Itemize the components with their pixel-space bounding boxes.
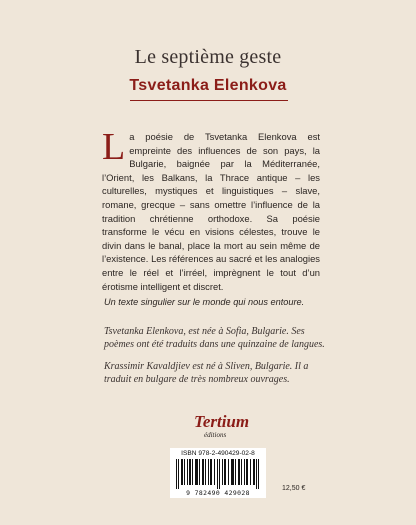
- drop-cap: L: [102, 126, 126, 168]
- barcode-digits: 9 782490 429028: [186, 489, 250, 497]
- translator-bio: Krassimir Kavaldjiev est né à Sliven, Bulgarie. Il a traduit en bulgare de très nombreux ouvrages.: [104, 361, 309, 385]
- barcode-panel: [170, 448, 266, 498]
- publisher-name: Tertium: [194, 412, 250, 431]
- blurb-text: a poésie de Tsvetanka Elenkova est empreinte des influences de son pays, la Bulgarie, baignée par la Méditerranée, l’Orient, les Balkans, la Thrace antique – les culturelles, mystiques et linguistiques – slave, romane, grecque – sans omettre l’influence de la tradition chrétienne orthodoxe. Sa poésie transforme le vécu en visions célestes, trouve le divin dans le banal, place la mort au sein même de l’existence. Les références au sacré et les analogies entre le réel et l’irréel, imprègnent le tout d’un érotisme intelligent et discret.: [102, 131, 320, 292]
- book-title: Le septième geste: [134, 46, 282, 68]
- author-name: Tsvetanka Elenkova: [129, 77, 287, 94]
- author-bio: Tsvetanka Elenkova, est née à Sofia, Bulgarie. Ses poèmes ont été traduits dans une quinzaine de langues.: [104, 326, 325, 350]
- isbn-number: ISBN 978-2-490429-02-8: [181, 450, 255, 457]
- tagline: Un texte singulier sur le monde qui nous entoure.: [104, 297, 305, 307]
- title-divider: [130, 100, 288, 101]
- blurb-paragraph: [102, 126, 320, 293]
- publisher-logo: [186, 410, 250, 440]
- price-label: 12,50 €: [282, 485, 306, 492]
- publisher-subtitle: éditions: [204, 431, 227, 439]
- barcode-icon: [174, 459, 262, 489]
